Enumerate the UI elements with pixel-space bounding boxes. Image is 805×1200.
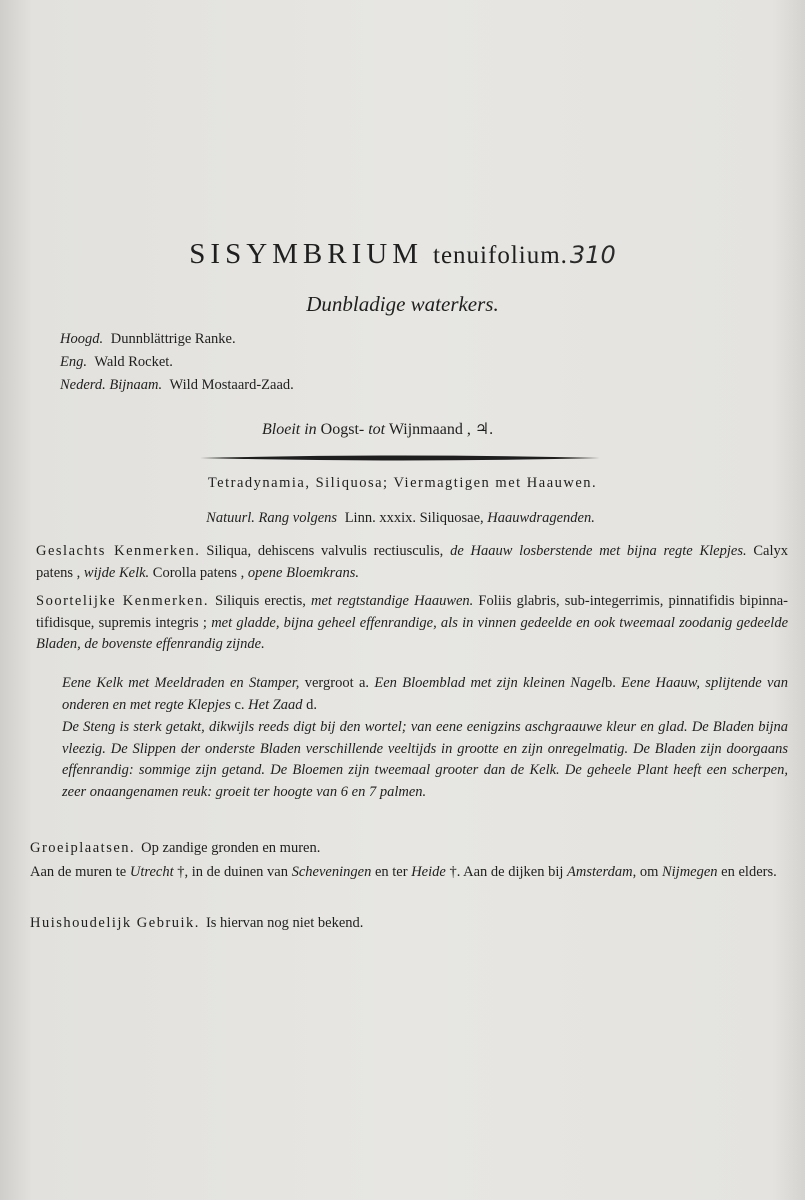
plate-number: 310	[569, 241, 616, 269]
vernacular-names	[60, 328, 294, 397]
ornamental-rule	[200, 454, 600, 462]
natural-order: Natuurl. Rang volgens Linn. xxxix. Siliquosae, Haauwdragenden.	[206, 510, 595, 526]
household-use: Huishoudelijk Gebruik. Is hiervan nog niet bekend.	[30, 915, 364, 931]
species-name: tenuifolium.	[433, 242, 568, 269]
vernacular-item: Nederd. Bijnaam. Wild Mostaard-Zaad.	[60, 377, 294, 393]
figure-legend: Eene Kelk met Meeldraden en Stamper, vergroot a. Een Bloemblad met zijn kleinen Nagelb. Eene Haauw, splijtende van onderen en met regte Klepjes c. Het Zaad d.	[62, 675, 788, 713]
habitat-heading: Groeiplaatsen. Op zandige gronden en muren.	[30, 840, 321, 856]
dutch-name: Dunbladige waterkers.	[306, 292, 499, 316]
page-title	[0, 238, 805, 271]
plant-description: De Steng is sterk getakt, dikwijls reeds digt bij den wortel; van eene eenigzins aschgraauwe kleur en glad. De Bladen bijna vleezig. De Slippen der onderste Bladen verschillende veeltijds in grootte en zijn onregelmatig. De Bladen zijn doorgaans effenrandig: sommige zijn getand. De Bloemen zijn tweemaal grooter dan de Kelk. De geheele Plant heeft een scherpen, zeer onaangenamen reuk: groeit ter hoogte van 6 en 7 palmen.	[62, 719, 788, 800]
habitat-localities: Aan de muren te Utrecht †, in de duinen van Scheveningen en ter Heide †. Aan de dijken bij Amsterdam, om Nijmegen en elders.	[30, 864, 777, 880]
perennial-symbol: ♃.	[474, 421, 494, 438]
genus-characters: Geslachts Kenmerken. Siliqua, dehiscens valvulis rectiusculis, de Haauw losberstende met bijna regte Klepjes. Calyx patens , wijde Kelk. Corolla patens , opene Bloemkrans.	[36, 543, 788, 581]
genus-name: SISYMBRIUM	[189, 238, 423, 270]
bloom-period: Bloeit in Oogst- tot Wijnmaand , ♃.	[262, 421, 494, 438]
linnaean-class: Tetradynamia, Siliquosa; Viermagtigen met Haauwen.	[207, 475, 598, 491]
vernacular-item: Hoogd. Dunnblättrige Ranke.	[60, 331, 236, 347]
vernacular-item: Eng. Wald Rocket.	[60, 354, 173, 370]
species-characters: Soortelijke Kenmerken. Siliquis erectis, met regtstandige Haauwen. Foliis glabris, sub-integerrimis, pinnatifidis bipinna-tifidisque, supremis integris ; met gladde, bijna geheel effenrandige, als in vinnen gedeelde en ook tweemaal zoodanig gedeelde Bladen, de bovenste effenrandig zijnde.	[36, 593, 789, 652]
